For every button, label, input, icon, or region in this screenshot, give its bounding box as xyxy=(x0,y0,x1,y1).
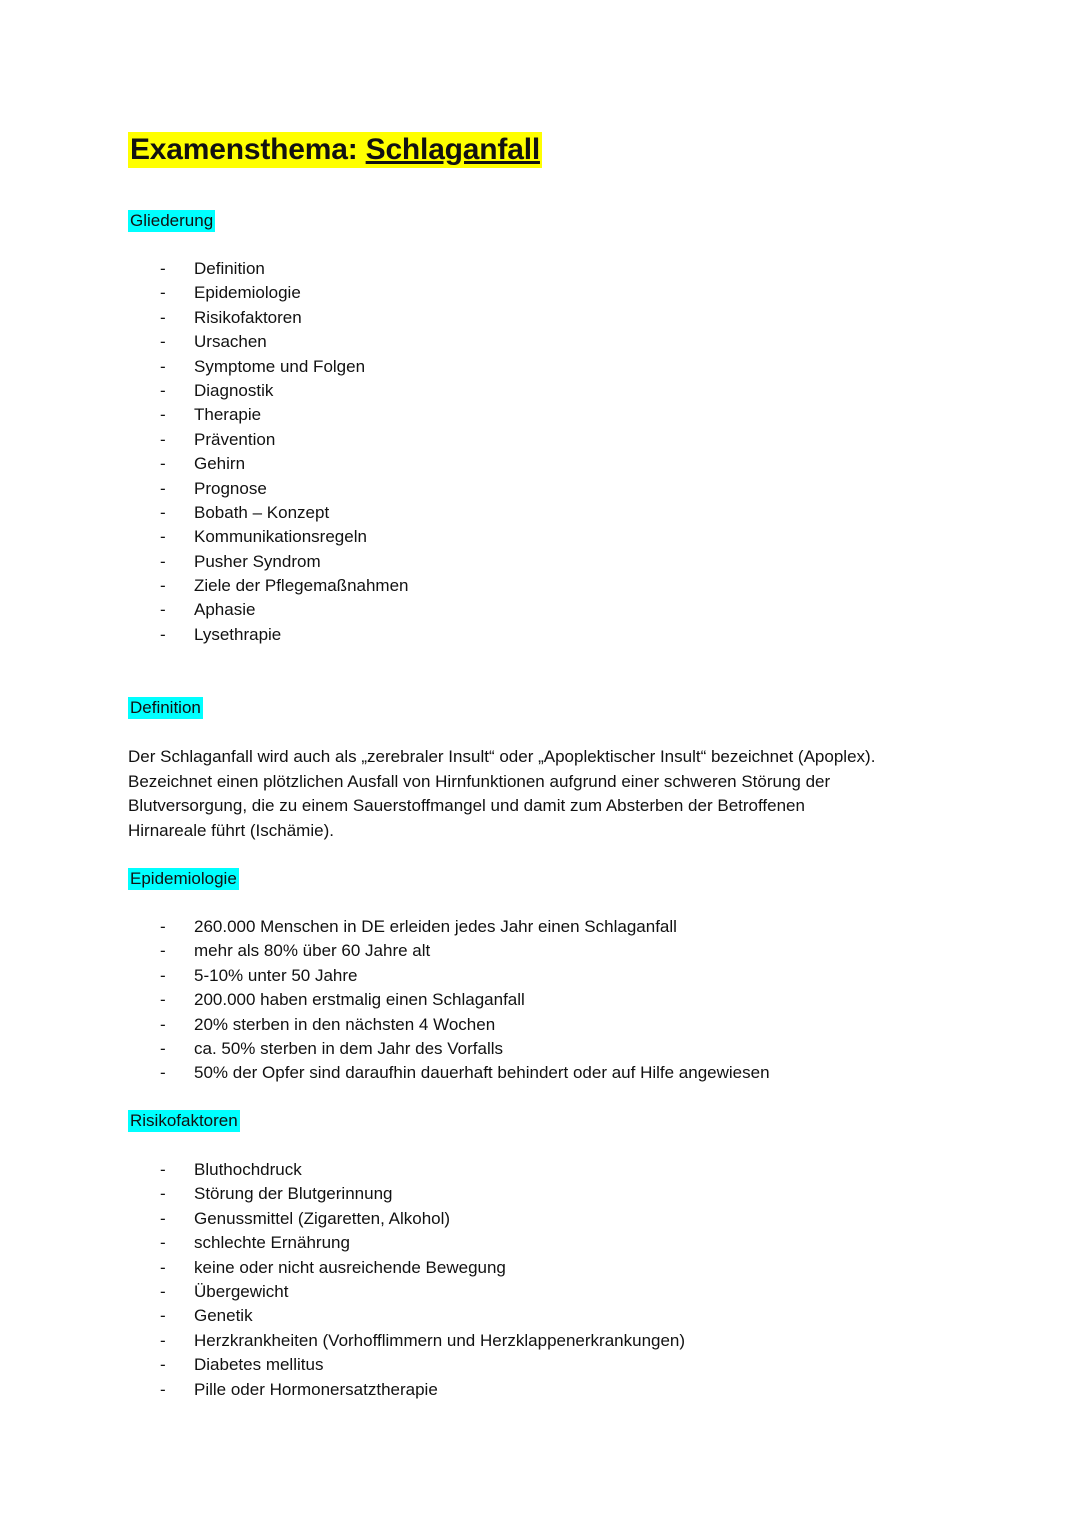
bullet-dash: - xyxy=(160,1306,166,1326)
list-item-text: Bobath – Konzept xyxy=(194,502,330,522)
list-item-text: keine oder nicht ausreichende Bewegung xyxy=(194,1257,506,1277)
bullet-dash: - xyxy=(160,941,166,961)
list-item-text: Störung der Blutgerinnung xyxy=(194,1184,393,1204)
bullet-dash: - xyxy=(160,1330,166,1350)
bullet-dash: - xyxy=(160,624,166,644)
title-prefix: Examensthema: xyxy=(130,133,366,166)
list-item-text: 20% sterben in den nächsten 4 Wochen xyxy=(194,1014,496,1034)
bullet-dash: - xyxy=(160,600,166,620)
bullet-dash: - xyxy=(160,1281,166,1301)
definition-paragraph xyxy=(128,745,958,843)
heading-gliederung: Gliederung xyxy=(130,211,214,230)
list-item-text: ca. 50% sterben in dem Jahr des Vorfalls xyxy=(194,1038,503,1058)
list-item-text: schlechte Ernährung xyxy=(194,1233,350,1253)
heading-risikofaktoren: Risikofaktoren xyxy=(130,1111,238,1130)
list-item-text: Bluthochdruck xyxy=(194,1160,302,1179)
bullet-dash: - xyxy=(160,1379,166,1399)
list-item-text: 200.000 haben erstmalig einen Schlaganfall xyxy=(194,990,525,1010)
bullet-dash: - xyxy=(160,405,166,425)
heading-definition: Definition xyxy=(130,698,201,717)
bullet-dash: - xyxy=(160,1184,166,1204)
definition-line: Blutversorgung, die zu einem Sauerstoffmangel und damit zum Absterben der Betroffenen xyxy=(128,796,805,815)
list-item-text: 50% der Opfer sind daraufhin dauerhaft behindert oder auf Hilfe angewiesen xyxy=(194,1063,770,1083)
bullet-dash: - xyxy=(160,965,166,985)
bullet-dash: - xyxy=(160,990,166,1010)
list-item-text: Symptome und Folgen xyxy=(194,356,366,376)
list-item-text: Pille oder Hormonersatztherapie xyxy=(194,1379,438,1399)
bullet-dash: - xyxy=(160,380,166,400)
list-item-text: Prävention xyxy=(194,429,276,449)
document-title xyxy=(128,132,542,168)
list-item-text: Epidemiologie xyxy=(194,283,301,303)
list-item-text: Ursachen xyxy=(194,332,267,352)
definition-line: Bezeichnet einen plötzlichen Ausfall von Hirnfunktionen aufgrund einer schweren Störung der xyxy=(128,771,831,791)
bullet-dash: - xyxy=(160,527,166,547)
list-item-text: Prognose xyxy=(194,478,267,498)
bullet-dash: - xyxy=(160,1063,166,1083)
list-item-text: Ziele der Pflegemaßnahmen xyxy=(194,576,409,596)
bullet-dash: - xyxy=(160,307,166,327)
bullet-dash: - xyxy=(160,551,166,571)
definition-line: Der Schlaganfall wird auch als „zerebraler Insult“ oder „Apoplektischer Insult“ bezeichnet (Apoplex). xyxy=(128,747,876,766)
list-item-text: Risikofaktoren xyxy=(194,307,302,327)
bullet-dash: - xyxy=(160,576,166,596)
list-item-text: Herzkrankheiten (Vorhofflimmern und Herzklappenerkrankungen) xyxy=(194,1330,686,1350)
bullet-dash: - xyxy=(160,917,166,936)
list-item-text: Lysethrapie xyxy=(194,624,282,644)
bullet-dash: - xyxy=(160,502,166,522)
list-item-text: 260.000 Menschen in DE erleiden jedes Jahr einen Schlaganfall xyxy=(194,917,677,936)
list-item-text: Pusher Syndrom xyxy=(194,551,321,571)
list-item-text: Diagnostik xyxy=(194,380,274,400)
list-item-text: Übergewicht xyxy=(194,1281,289,1301)
bullet-dash: - xyxy=(160,259,166,278)
bullet-dash: - xyxy=(160,1160,166,1179)
title-topic: Schlaganfall xyxy=(365,133,540,166)
list-item-text: Genetik xyxy=(194,1306,253,1326)
bullet-dash: - xyxy=(160,1233,166,1253)
list-item-text: mehr als 80% über 60 Jahre alt xyxy=(194,941,431,961)
list-item-text: Aphasie xyxy=(194,600,256,620)
bullet-dash: - xyxy=(160,1257,166,1277)
list-item-text: Diabetes mellitus xyxy=(194,1355,324,1375)
bullet-dash: - xyxy=(160,1355,166,1375)
list-item-text: Genussmittel (Zigaretten, Alkohol) xyxy=(194,1208,451,1228)
definition-line: Hirnareale führt (Ischämie). xyxy=(128,820,334,840)
bullet-dash: - xyxy=(160,454,166,474)
bullet-dash: - xyxy=(160,332,166,352)
bullet-dash: - xyxy=(160,478,166,498)
bullet-dash: - xyxy=(160,356,166,376)
bullet-dash: - xyxy=(160,1038,166,1058)
bullet-dash: - xyxy=(160,1208,166,1228)
bullet-dash: - xyxy=(160,283,166,303)
list-item-text: 5-10% unter 50 Jahre xyxy=(194,965,358,985)
list-item-text: Therapie xyxy=(194,405,262,425)
bullet-dash: - xyxy=(160,1014,166,1034)
heading-epidemiologie: Epidemiologie xyxy=(130,869,237,888)
list-item-text: Kommunikationsregeln xyxy=(194,527,367,547)
list-item-text: Gehirn xyxy=(194,454,246,474)
list-item-text: Definition xyxy=(194,259,265,278)
bullet-dash: - xyxy=(160,429,166,449)
